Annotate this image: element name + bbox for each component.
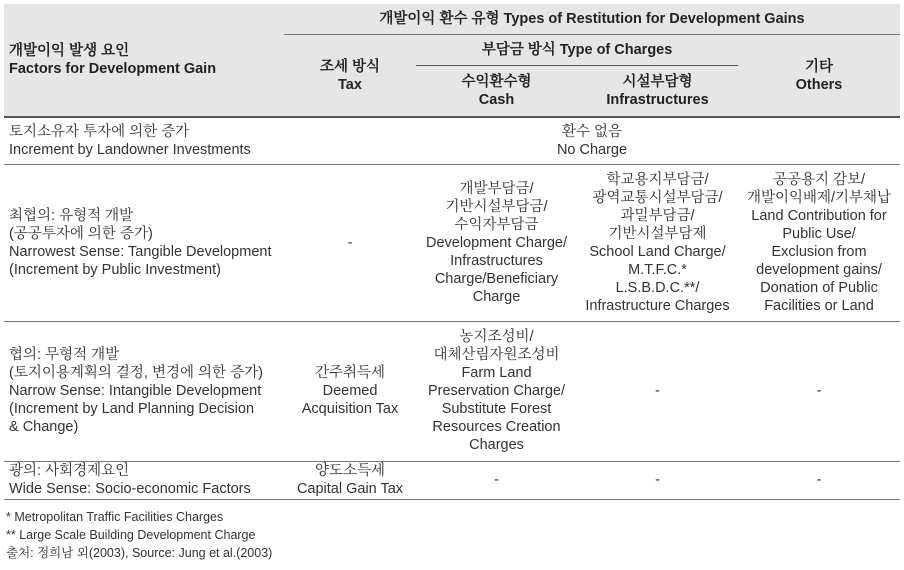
row-factor [4,117,284,164]
cash-cell [416,461,577,499]
row-factor-line: 광의: 사회경제요인 [9,463,130,479]
cell-line: No Charge [556,141,628,158]
cell-line: - [655,383,660,399]
row-factor [4,461,284,499]
cell-line: 대체산림자원조성비 [433,347,560,363]
cell-line: 과밀부담금/ [620,207,695,224]
others-cell [738,461,900,499]
cell-line: Infrastructures [450,252,543,269]
cash-cell [416,321,577,461]
cell-line: 개발부담금/ [459,180,534,197]
tax-cell [284,321,416,461]
cell-line: Charge/Beneficiary [434,270,559,287]
header-tax [284,35,416,118]
row-factor-line: 토지소유자 투자에 의한 증가 [9,123,190,140]
cell-line: 농지조성비/ [459,329,534,345]
header-tax-ko: 조세 방식 [319,58,381,75]
header-factor-en: Factors for Development Gain [9,61,217,77]
cell-line: Facilities or Land [764,297,874,314]
row-factor-line: (Increment by Land Planning Decision [9,401,255,417]
table-row [4,321,900,461]
cell-line: 기반시설부담제 [608,225,707,242]
header-infra-en: Infrastructures [606,92,709,108]
cell-line: Resources Creation [432,419,561,435]
row-factor-line: Increment by Landowner Investments [9,141,251,158]
header-others-en: Others [795,76,843,93]
table-body [4,117,900,499]
header-cash-en: Cash [478,92,515,108]
header-infra-ko: 시설부담형 [622,74,693,90]
cell-line: Preservation Charge/ [427,383,565,399]
tax-cell [284,164,416,321]
header-infra [577,66,738,118]
row-factor-line: (토지이용계획의 결정, 변경에 의한 증가) [9,365,263,381]
cell-line: 수익자부담금 [454,216,539,233]
row-factor-line: & Change) [9,419,79,435]
infra-cell [577,461,738,499]
header-cash-ko: 수익환수형 [461,74,532,90]
cell-line: 개발이익배제/기부채납 [746,189,892,206]
cell-line: - [816,383,822,399]
others-cell [738,321,900,461]
row-factor-line: Narrowest Sense: Tangible Development [9,243,272,260]
row-factor-line: 최협의: 유형적 개발 [9,207,134,224]
cell-line: Capital Gain Tax [296,481,404,497]
row-factor-line: (공공투자에 의한 증가) [9,225,153,242]
row-factor-line: Narrow Sense: Intangible Development [9,383,262,399]
cell-line: - [655,472,660,488]
row-factor-line: 협의: 무형적 개발 [9,347,120,363]
cell-line: 환수 없음 [561,123,623,140]
header-factor [4,4,284,117]
cell-line: School Land Charge/ [589,243,726,260]
header-others [738,35,900,118]
cell-line: Development Charge/ [425,234,568,251]
footnotes [6,508,272,562]
row-factor [4,321,284,461]
no-charge-cell [284,117,900,164]
header-tax-en: Tax [338,76,362,93]
cell-line: development gains/ [756,261,882,278]
cell-line: - [494,472,499,488]
row-factor-line: (Increment by Public Investment) [9,261,221,278]
cell-line: - [347,234,353,251]
cell-line: Infrastructure Charges [585,297,730,314]
cell-line: Donation of Public [760,279,878,296]
cash-cell [416,164,577,321]
cell-line: 공공용지 감보/ [772,171,866,188]
header-cash [416,66,577,118]
cell-line: L.S.B.D.C.**/ [615,279,700,296]
header-factor-ko: 개발이익 발생 요인 [9,43,130,59]
cell-line: Farm Land [461,365,532,381]
cell-line: Exclusion from [771,243,867,260]
restitution-table [4,4,900,500]
cell-line: Substitute Forest [441,401,552,417]
source-note: 출처: 정희남 외(2003), Source: Jung et al.(2003) [6,546,273,560]
table-header [4,4,900,117]
cell-line: 광역교통시설부담금/ [592,189,723,206]
cell-line: Land Contribution for [751,207,887,224]
cell-line: - [816,472,822,488]
row-factor [4,164,284,321]
row-factor-line: Wide Sense: Socio-economic Factors [9,481,251,497]
cell-line: Deemed [322,383,378,399]
cell-line: Charge [472,288,521,305]
table-row [4,164,900,321]
tax-cell [284,461,416,499]
cell-line: 간주취득세 [314,365,386,381]
infra-cell [577,321,738,461]
cell-line: M.T.F.C.* [628,261,687,278]
header-others-ko: 기타 [804,58,833,75]
infra-cell [577,164,738,321]
cell-line: 기반시설부담금/ [445,198,548,215]
header-restitution: 개발이익 환수 유형 Types of Restitution for Development Gains [284,4,900,35]
cell-line: Charges [469,437,524,453]
others-cell [738,164,900,321]
cell-line: Public Use/ [782,225,856,242]
table-row [4,461,900,499]
footnote-lsbdc: ** Large Scale Building Development Charge [6,528,256,542]
table-row [4,117,900,164]
header-charges: 부담금 방식 Type of Charges [416,35,738,66]
cell-line: Acquisition Tax [301,401,399,417]
cell-line: 학교용지부담금/ [606,171,709,188]
footnote-mtfc: * Metropolitan Traffic Facilities Charges [6,510,224,524]
cell-line: 양도소득세 [314,463,386,479]
